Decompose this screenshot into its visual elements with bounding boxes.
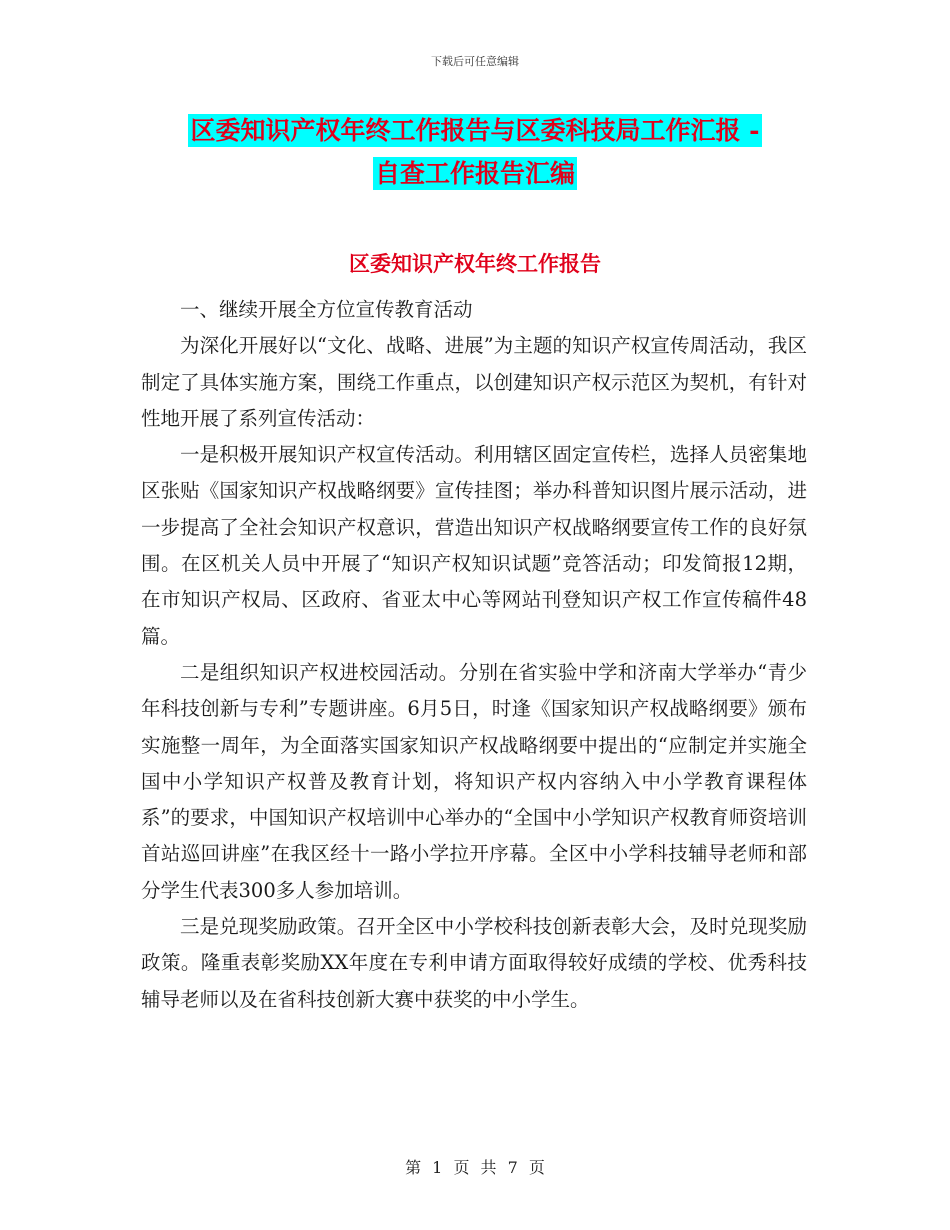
heading-paragraph: 一、继续开展全方位宣传教育活动 xyxy=(180,298,473,321)
document-title-line-2 xyxy=(0,156,950,192)
section-title: 区委知识产权年终工作报告 xyxy=(349,251,601,276)
body-paragraph: 三是兑现奖励政策。召开全区中小学校科技创新表彰大会，及时兑现奖励政策。隆重表彰奖励XX年度在专利申请方面取得较好成绩的学校、优秀科技辅导老师以及在省科技创新大赛中获奖的中小学生。 xyxy=(141,915,807,1011)
document-body xyxy=(141,292,807,1018)
document-title-line-1 xyxy=(0,113,950,149)
page-number-footer: 第 1 页 共 7 页 xyxy=(405,1158,545,1177)
title-line-1-text: 区委知识产权年终工作报告与区委科技局工作汇报 - xyxy=(190,116,760,145)
title-line-2-text: 自查工作报告汇编 xyxy=(374,159,575,188)
body-paragraph: 二是组织知识产权进校园活动。分别在省实验中学和济南大学举办“青少年科技创新与专利”专题讲座。6月5日，时逢《国家知识产权战略纲要》颁布实施整一周年，为全面落实国家知识产权战略纲要中提出的“应制定并实施全国中小学知识产权普及教育计划，将知识产权内容纳入中小学教育课程体系”的要求，中国知识产权培训中心举办的“全国中小学知识产权教育师资培训首站巡回讲座”在我区经十一路小学拉开序幕。全区中小学科技辅导老师和部分学生代表300多人参加培训。 xyxy=(141,660,807,902)
body-paragraph: 为深化开展好以“文化、战略、进展”为主题的知识产权宣传周活动，我区制定了具体实施方案，围绕工作重点，以创建知识产权示范区为契机，有针对性地开展了系列宣传活动： xyxy=(141,334,807,430)
body-paragraph: 一是积极开展知识产权宣传活动。利用辖区固定宣传栏，选择人员密集地区张贴《国家知识产权战略纲要》宣传挂图；举办科普知识图片展示活动，进一步提高了全社会知识产权意识，营造出知识产权战略纲要宣传工作的良好氛围。在区机关人员中开展了“知识产权知识试题”竞答活动；印发简报12期，在市知识产权局、区政府、省亚太中心等网站刊登知识产权工作宣传稿件48篇。 xyxy=(141,443,807,648)
header-note: 下载后可任意编辑 xyxy=(431,55,519,68)
